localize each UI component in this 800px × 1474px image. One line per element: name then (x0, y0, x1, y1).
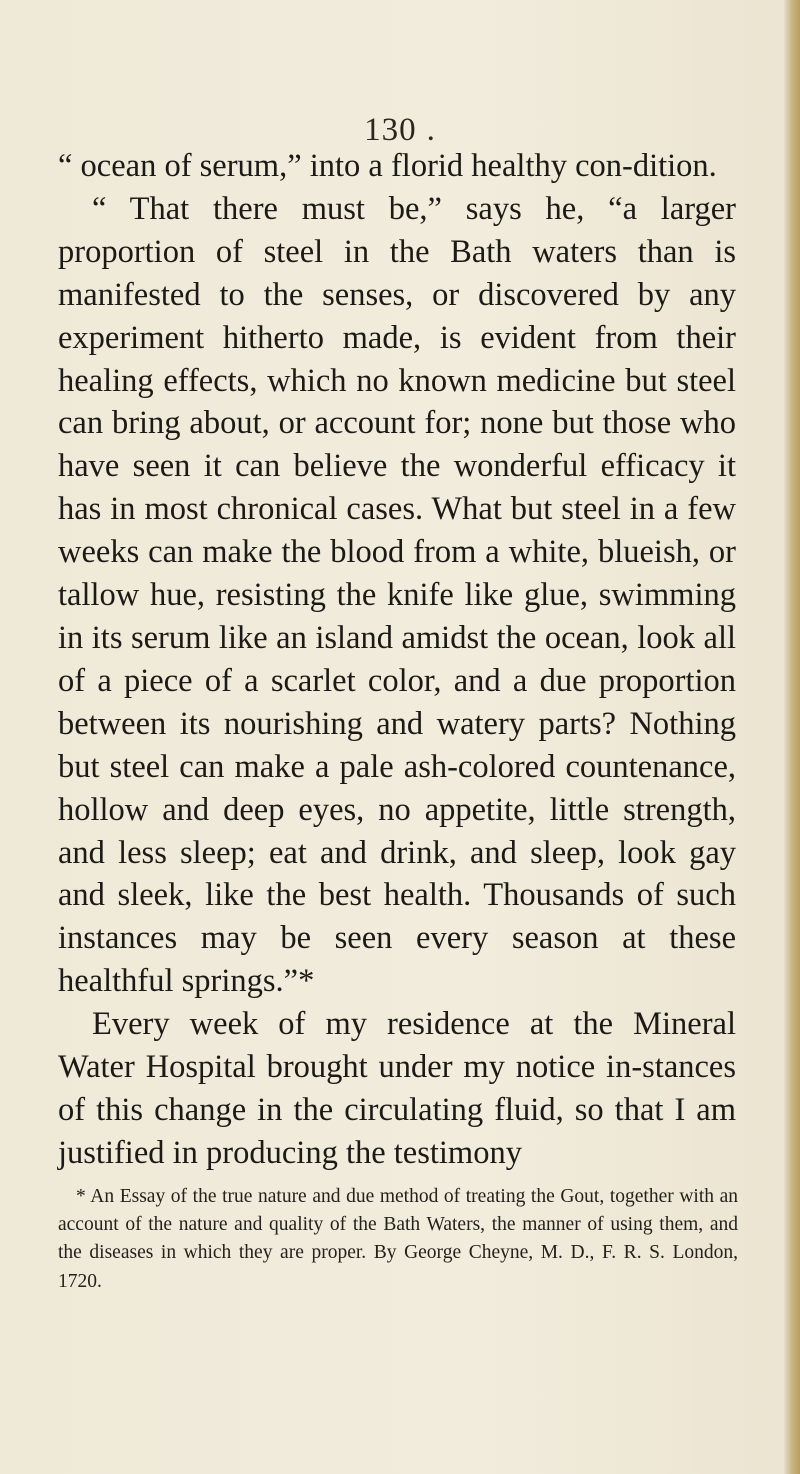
footnote-text: * An Essay of the true nature and due method of treating the Gout, together with an account of the nature and quality of the Bath Waters, the manner of using them, and the diseases in which they are proper. By George Cheyne, M. D., F. R. S. London, 1720. (58, 1186, 738, 1292)
footnote (58, 1183, 738, 1296)
paragraph-3: Every week of my residence at the Mineral Water Hospital brought under my notice in-stances of this change in the circulating fluid, so that I am justified in producing the testimony (58, 1006, 736, 1171)
page-number-value: 130 (364, 112, 417, 148)
paragraph-2: “ That there must be,” says he, “a larger proportion of steel in the Bath waters than is manifested to the senses, or discovered by any experiment hitherto made, is evident from their healing effects, which no known medicine but steel can bring about, or account for; none but those who have seen it can believe the wonderful efficacy it has in most chronical cases. What but steel in a few weeks can make the blood from a white, blueish, or tallow hue, resisting the knife like glue, swimming in its serum like an island amidst the ocean, look all of a piece of a scarlet color, and a due proportion between its nourishing and watery parts? Nothing but steel can make a pale ash-colored countenance, hollow and deep eyes, no appetite, little strength, and less sleep; eat and drink, and sleep, look gay and sleek, like the best health. Thousands of such instances may be seen every season at these healthful springs.”* (58, 190, 736, 1000)
page-number-suffix: . (426, 112, 436, 148)
page-edge (784, 0, 800, 1474)
body-text (58, 145, 736, 1175)
page-number (0, 112, 800, 149)
paragraph-1: “ ocean of serum,” into a florid healthy con-dition. (58, 148, 717, 184)
